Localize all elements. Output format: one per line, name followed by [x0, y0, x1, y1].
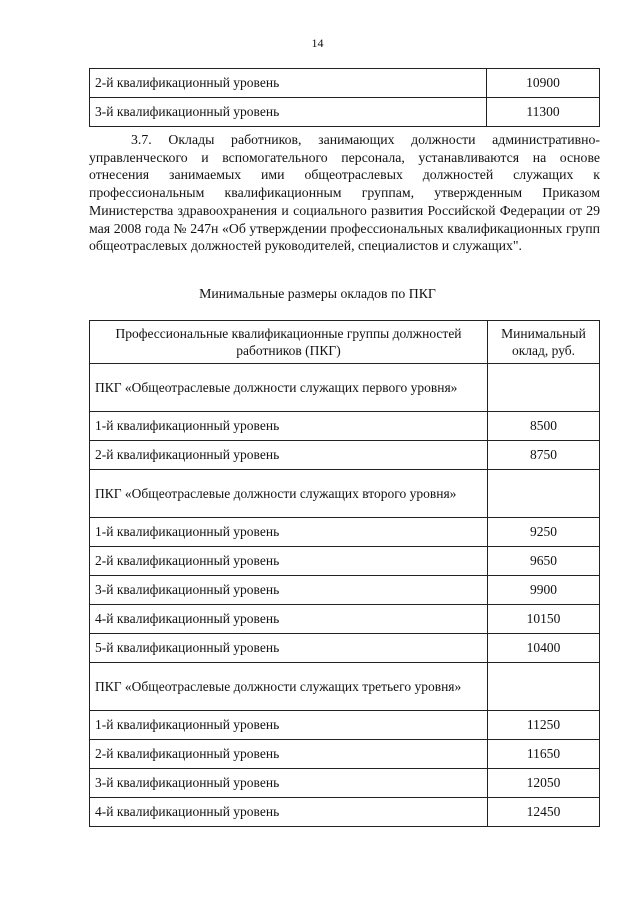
pkg-salary-table: [89, 320, 600, 827]
table-row: [90, 634, 600, 663]
salary-value: 8750: [488, 441, 600, 470]
level-label: 2-й квалификационный уровень: [90, 69, 487, 98]
salary-value: 10400: [488, 634, 600, 663]
group-label: ПКГ «Общеотраслевые должности служащих второго уровня»: [90, 470, 488, 518]
page-number: 14: [311, 36, 324, 50]
level-label: 2-й квалификационный уровень: [90, 547, 488, 576]
group-row: [90, 364, 600, 412]
table-row: [90, 576, 600, 605]
group-row: [90, 663, 600, 711]
level-label: 3-й квалификационный уровень: [90, 576, 488, 605]
salary-table-continuation: [89, 68, 600, 127]
level-label: 3-й квалификационный уровень: [90, 98, 487, 127]
level-label: 2-й квалификационный уровень: [90, 441, 488, 470]
table-row: [90, 798, 600, 827]
table-row: [90, 518, 600, 547]
clause-3-7-paragraph: [89, 131, 600, 255]
salary-value: 10150: [488, 605, 600, 634]
table-caption: Минимальные размеры окладов по ПКГ: [199, 286, 436, 301]
table-row: [90, 69, 600, 98]
salary-value: 11650: [488, 740, 600, 769]
level-label: 5-й квалификационный уровень: [90, 634, 488, 663]
level-label: 1-й квалификационный уровень: [90, 518, 488, 547]
salary-value: 10900: [487, 69, 600, 98]
table-row: [90, 547, 600, 576]
salary-value: 9650: [488, 547, 600, 576]
salary-value: 11300: [487, 98, 600, 127]
table-row: [90, 769, 600, 798]
table-row: [90, 412, 600, 441]
table-row: [90, 98, 600, 127]
table-row: [90, 605, 600, 634]
level-label: 4-й квалификационный уровень: [90, 605, 488, 634]
level-label: 4-й квалификационный уровень: [90, 798, 488, 827]
level-label: 2-й квалификационный уровень: [90, 740, 488, 769]
table-header-row: [90, 321, 600, 364]
table-row: [90, 441, 600, 470]
table-row: [90, 711, 600, 740]
group-row: [90, 470, 600, 518]
group-label: ПКГ «Общеотраслевые должности служащих третьего уровня»: [90, 663, 488, 711]
header-groups: Профессиональные квалификационные группы должностей работников (ПКГ): [90, 321, 488, 364]
salary-value: 12050: [488, 769, 600, 798]
salary-value: 9250: [488, 518, 600, 547]
salary-value: 8500: [488, 412, 600, 441]
table-row: [90, 740, 600, 769]
salary-value: 9900: [488, 576, 600, 605]
level-label: 1-й квалификационный уровень: [90, 711, 488, 740]
level-label: 1-й квалификационный уровень: [90, 412, 488, 441]
group-label: ПКГ «Общеотраслевые должности служащих первого уровня»: [90, 364, 488, 412]
salary-value: [488, 470, 600, 518]
level-label: 3-й квалификационный уровень: [90, 769, 488, 798]
salary-value: 11250: [488, 711, 600, 740]
salary-value: [488, 663, 600, 711]
header-min-salary: Минимальный оклад, руб.: [488, 321, 600, 364]
salary-value: 12450: [488, 798, 600, 827]
salary-value: [488, 364, 600, 412]
clause-3-7-text: 3.7. Оклады работников, занимающих должности административно-управленческого и вспомогательного персонала, устанавливаются на основе отнесения занимаемых ими общеотраслевых должностей служащих к профессиональным квалификационным группам, утвержденным Приказом Министерства здравоохранения и социального развития Российской Федерации от 29 мая 2008 года № 247н «Об утверждении профессиональных квалификационных групп общеотраслевых должностей руководителей, специалистов и служащих".: [89, 132, 600, 254]
